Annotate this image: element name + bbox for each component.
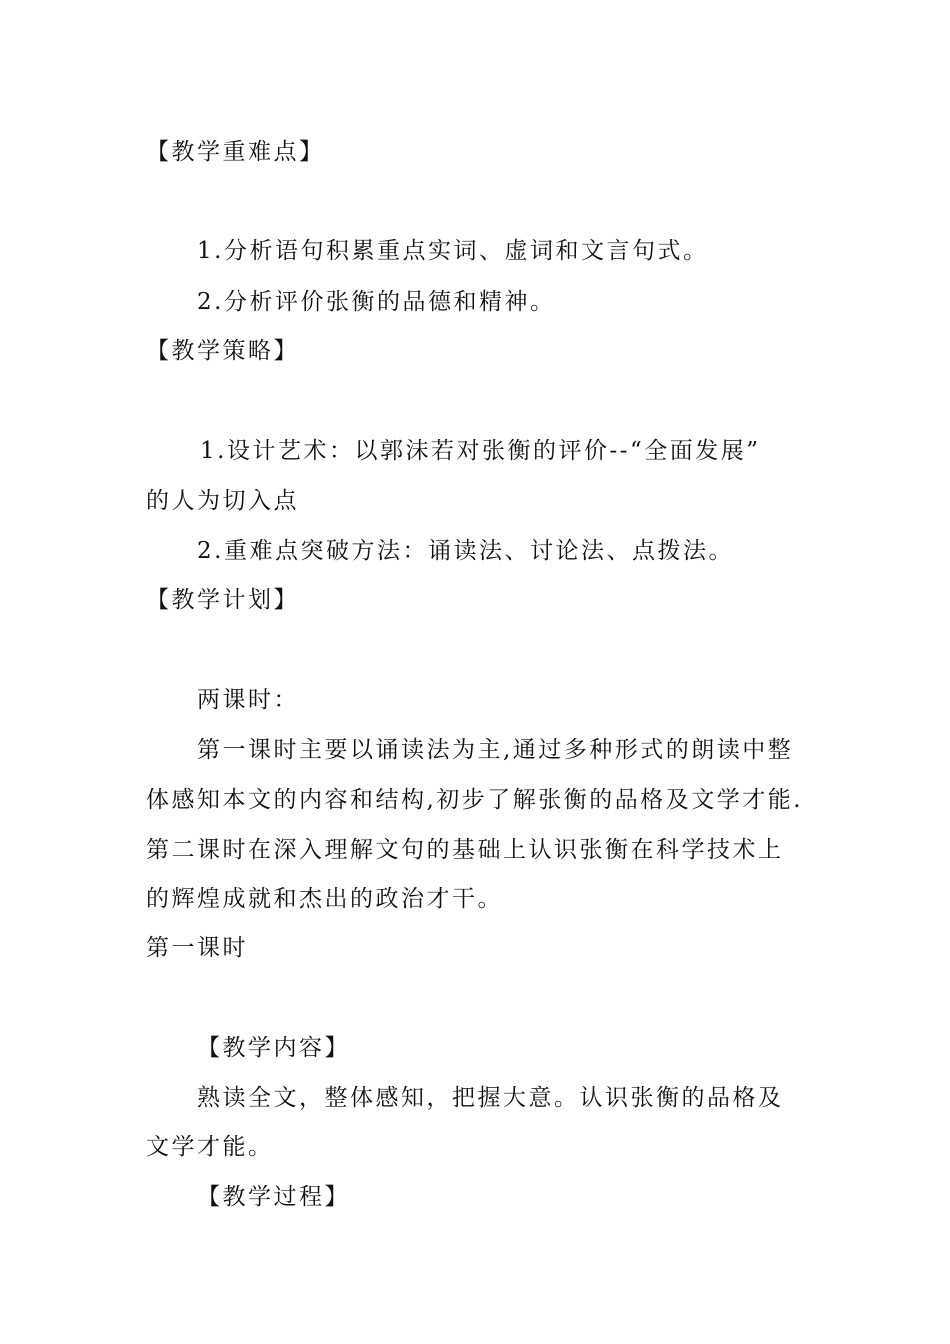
plan-intro: 两课时：: [197, 687, 299, 713]
lesson-one-title: 第一课时: [146, 935, 248, 961]
strategy-heading: 【教学策略】: [146, 338, 299, 364]
key-point-2: 2.分析评价张衡的品德和精神。: [197, 289, 556, 315]
plan-para-line: 的辉煌成就和杰出的政治才干。: [146, 886, 503, 912]
content-heading: 【教学内容】: [197, 1035, 350, 1061]
strategy-2: 2.重难点突破方法：诵读法、讨论法、点拨法。: [197, 538, 734, 564]
process-heading: 【教学过程】: [197, 1184, 350, 1210]
strategy-1-line2: 的人为切入点: [146, 488, 299, 514]
key-point-1: 1.分析语句积累重点实词、虚词和文言句式。: [197, 238, 709, 264]
strategy-1-line1: 1.设计艺术：以郭沫若对张衡的评价--“全面发展”: [200, 438, 761, 464]
plan-para-line: 体感知本文的内容和结构,初步了解张衡的品格及文学才能.: [146, 787, 804, 813]
key-points-heading: 【教学重难点】: [146, 139, 325, 165]
content-line1: 熟读全文，整体感知，把握大意。认识张衡的品格及: [197, 1085, 784, 1111]
plan-para-line: 第一课时主要以诵读法为主,通过多种形式的朗读中整: [197, 737, 794, 763]
plan-para-line: 第二课时在深入理解文句的基础上认识张衡在科学技术上: [146, 837, 784, 863]
plan-heading: 【教学计划】: [146, 587, 299, 613]
content-line2: 文学才能。: [146, 1134, 274, 1160]
